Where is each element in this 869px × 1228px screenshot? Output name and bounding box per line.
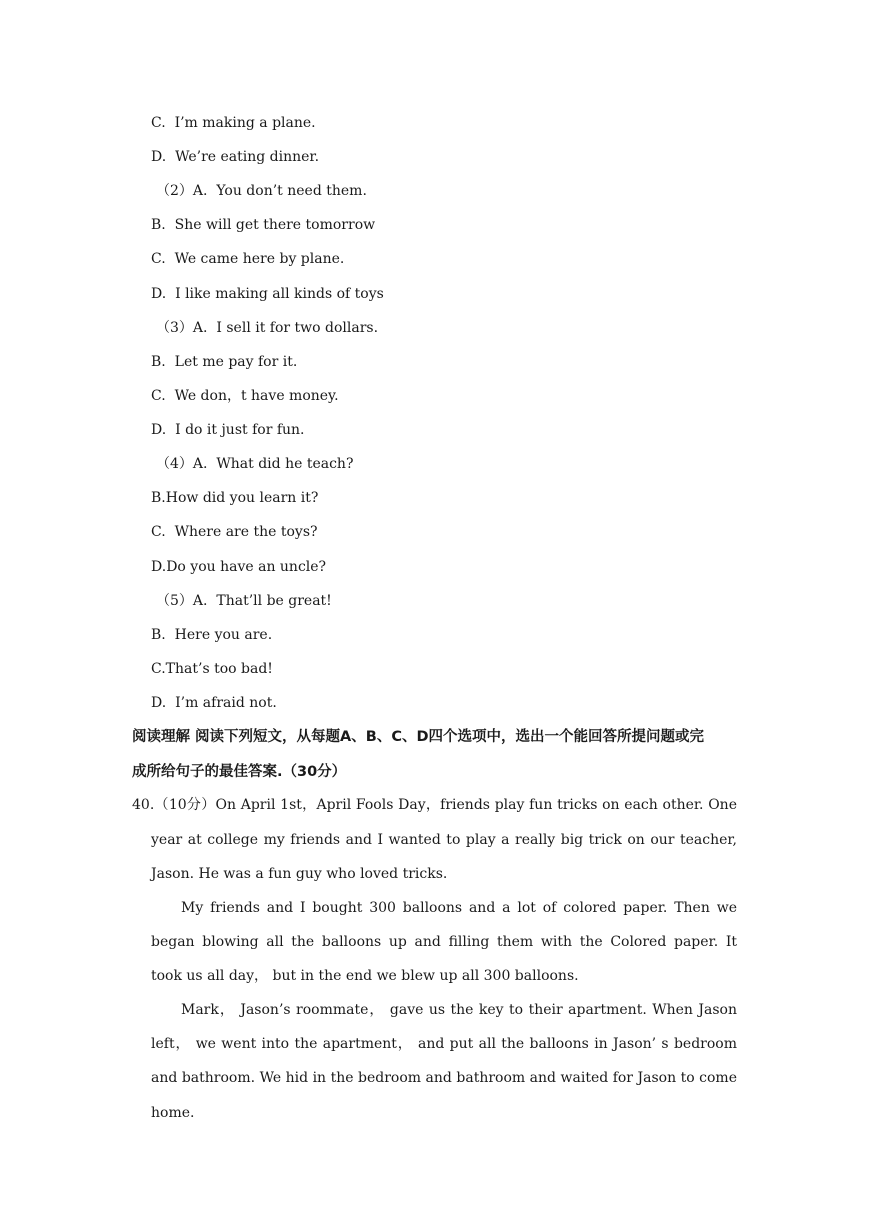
q5-option-c: C.That’s too bad! (151, 661, 273, 677)
q4-option-a: （4）A. What did he teach? (156, 456, 354, 472)
option-c: C. I’m making a plane. (151, 115, 316, 131)
passage-line-4: My friends and I bought 300 balloons and a lot of colored paper. Then we (181, 900, 737, 916)
q2-option-c: C. We came here by plane. (151, 251, 345, 267)
passage-line-10: home. (151, 1105, 195, 1121)
q5-option-b: B. Here you are. (151, 627, 273, 643)
q3-option-c: C. We don，t have money. (151, 388, 339, 404)
question-number: （3） (156, 320, 193, 336)
section-heading-line2: 成所给句子的最佳答案.（30分） (132, 764, 347, 780)
q5-option-a: （5）A. That’ll be great! (156, 593, 332, 609)
passage-line-8: left， we went into the apartment， and put all the balloons in Jason’ s bedroom (151, 1036, 737, 1052)
passage-line-1: 40.（10分）On April 1st，April Fools Day，friends play fun tricks on each other. One (132, 797, 737, 813)
q2-option-a: （2）A. You don’t need them. (156, 183, 367, 199)
question-number: 40. (132, 797, 155, 813)
q4-option-c: C. Where are the toys? (151, 524, 318, 540)
passage-line-5: began blowing all the balloons up and filling them with the Colored paper. It (151, 934, 737, 950)
q4-option-d: D.Do you have an uncle? (151, 559, 327, 575)
question-number: （5） (156, 593, 193, 609)
score: （10分） (154, 797, 216, 813)
section-heading-line1: 阅读理解 阅读下列短文，从每题A、B、C、D四个选项中，选出一个能回答所提问题或完 (132, 729, 704, 745)
passage-line-7: Mark， Jason’s roommate， gave us the key to their apartment. When Jason (181, 1002, 737, 1018)
option-d: D. We’re eating dinner. (151, 149, 320, 165)
q5-option-d: D. I’m afraid not. (151, 695, 277, 711)
passage-line-9: and bathroom. We hid in the bedroom and bathroom and waited for Jason to come (151, 1070, 737, 1086)
passage-line-6: took us all day， but in the end we blew up all 300 balloons. (151, 968, 579, 984)
q3-option-d: D. I do it just for fun. (151, 422, 305, 438)
q3-option-a: （3）A. I sell it for two dollars. (156, 320, 379, 336)
passage-line-3: Jason. He was a fun guy who loved tricks. (151, 866, 448, 882)
passage-line-2: year at college my friends and I wanted to play a really big trick on our teacher, (151, 832, 737, 848)
question-number: （2） (156, 183, 193, 199)
question-number: （4） (156, 456, 193, 472)
q4-option-b: B.How did you learn it? (151, 490, 319, 506)
q3-option-b: B. Let me pay for it. (151, 354, 298, 370)
q2-option-d: D. I like making all kinds of toys (151, 286, 384, 302)
q2-option-b: B. She will get there tomorrow (151, 217, 376, 233)
